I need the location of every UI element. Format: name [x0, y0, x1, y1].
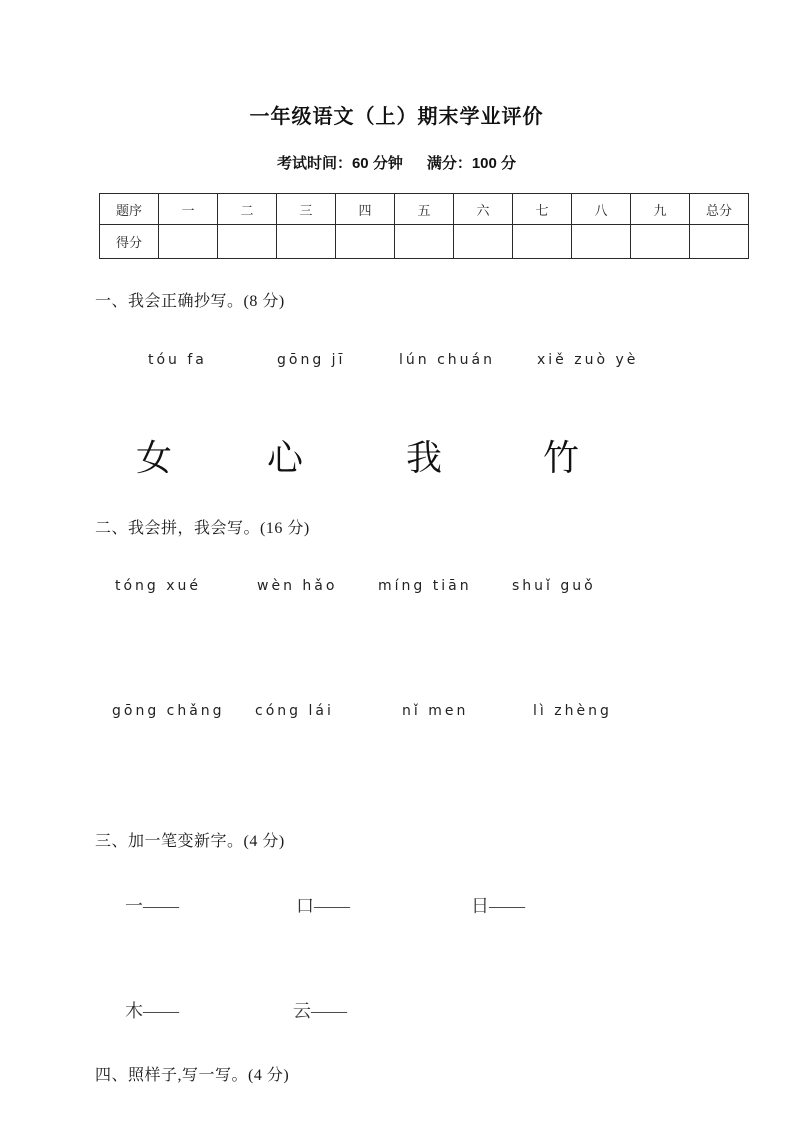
score-cell-empty	[454, 225, 513, 259]
pinyin-word: nǐ men	[402, 703, 469, 719]
exam-time-label: 考试时间：60 分钟	[276, 155, 403, 172]
copy-character: 心	[267, 437, 304, 478]
score-cell-empty	[218, 225, 277, 259]
exam-meta	[0, 152, 793, 173]
score-cell-empty	[690, 225, 749, 259]
copy-character: 竹	[543, 437, 580, 478]
score-table-col: 一	[159, 194, 218, 225]
pinyin-word: gōng chǎng	[112, 703, 225, 719]
pinyin-word: tóu fa	[148, 352, 207, 368]
pinyin-word: shuǐ guǒ	[512, 578, 596, 594]
stroke-item: 日——	[471, 896, 525, 916]
score-table-col: 三	[277, 194, 336, 225]
score-table	[99, 193, 749, 259]
score-cell-empty	[277, 225, 336, 259]
section-4-heading: 四、照样子,写一写。(4 分)	[95, 1067, 290, 1084]
stroke-item: 木——	[125, 1001, 179, 1021]
section-1-heading: 一、我会正确抄写。(8 分)	[95, 293, 285, 310]
pinyin-word: cóng lái	[255, 703, 334, 719]
score-cell-empty	[513, 225, 572, 259]
stroke-item: 口——	[296, 896, 350, 916]
copy-character: 我	[406, 437, 443, 478]
pinyin-word: gōng jī	[277, 352, 346, 368]
score-table-col: 四	[336, 194, 395, 225]
score-table-col: 九	[631, 194, 690, 225]
score-table-col: 总分	[690, 194, 749, 225]
copy-character: 女	[136, 437, 173, 478]
section-3-heading: 三、加一笔变新字。(4 分)	[95, 833, 285, 850]
score-table-col: 五	[395, 194, 454, 225]
pinyin-word: wèn hǎo	[257, 578, 338, 594]
score-cell-empty	[159, 225, 218, 259]
score-table-col: 七	[513, 194, 572, 225]
score-table-col: 二	[218, 194, 277, 225]
pinyin-word: tóng xué	[115, 578, 202, 594]
pinyin-word: lì zhèng	[533, 703, 612, 719]
score-cell-empty	[631, 225, 690, 259]
score-cell-empty	[395, 225, 454, 259]
section-2-heading: 二、我会拼，我会写。(16 分)	[95, 520, 310, 537]
score-table-header-row	[100, 194, 749, 225]
score-table-col: 八	[572, 194, 631, 225]
pinyin-word: lún chuán	[399, 352, 495, 368]
score-table-corner-label: 题序	[100, 194, 159, 225]
pinyin-word: míng tiān	[378, 578, 472, 594]
score-table-col: 六	[454, 194, 513, 225]
score-cell-empty	[336, 225, 395, 259]
full-score-label: 满分：100 分	[426, 155, 517, 172]
score-cell-empty	[572, 225, 631, 259]
page-title: 一年级语文（上）期末学业评价	[249, 106, 544, 128]
stroke-item: 云——	[293, 1001, 347, 1021]
score-row-label: 得分	[100, 225, 159, 259]
score-table-score-row	[100, 225, 749, 259]
stroke-item: 一——	[125, 896, 179, 916]
pinyin-word: xiě zuò yè	[537, 352, 639, 368]
